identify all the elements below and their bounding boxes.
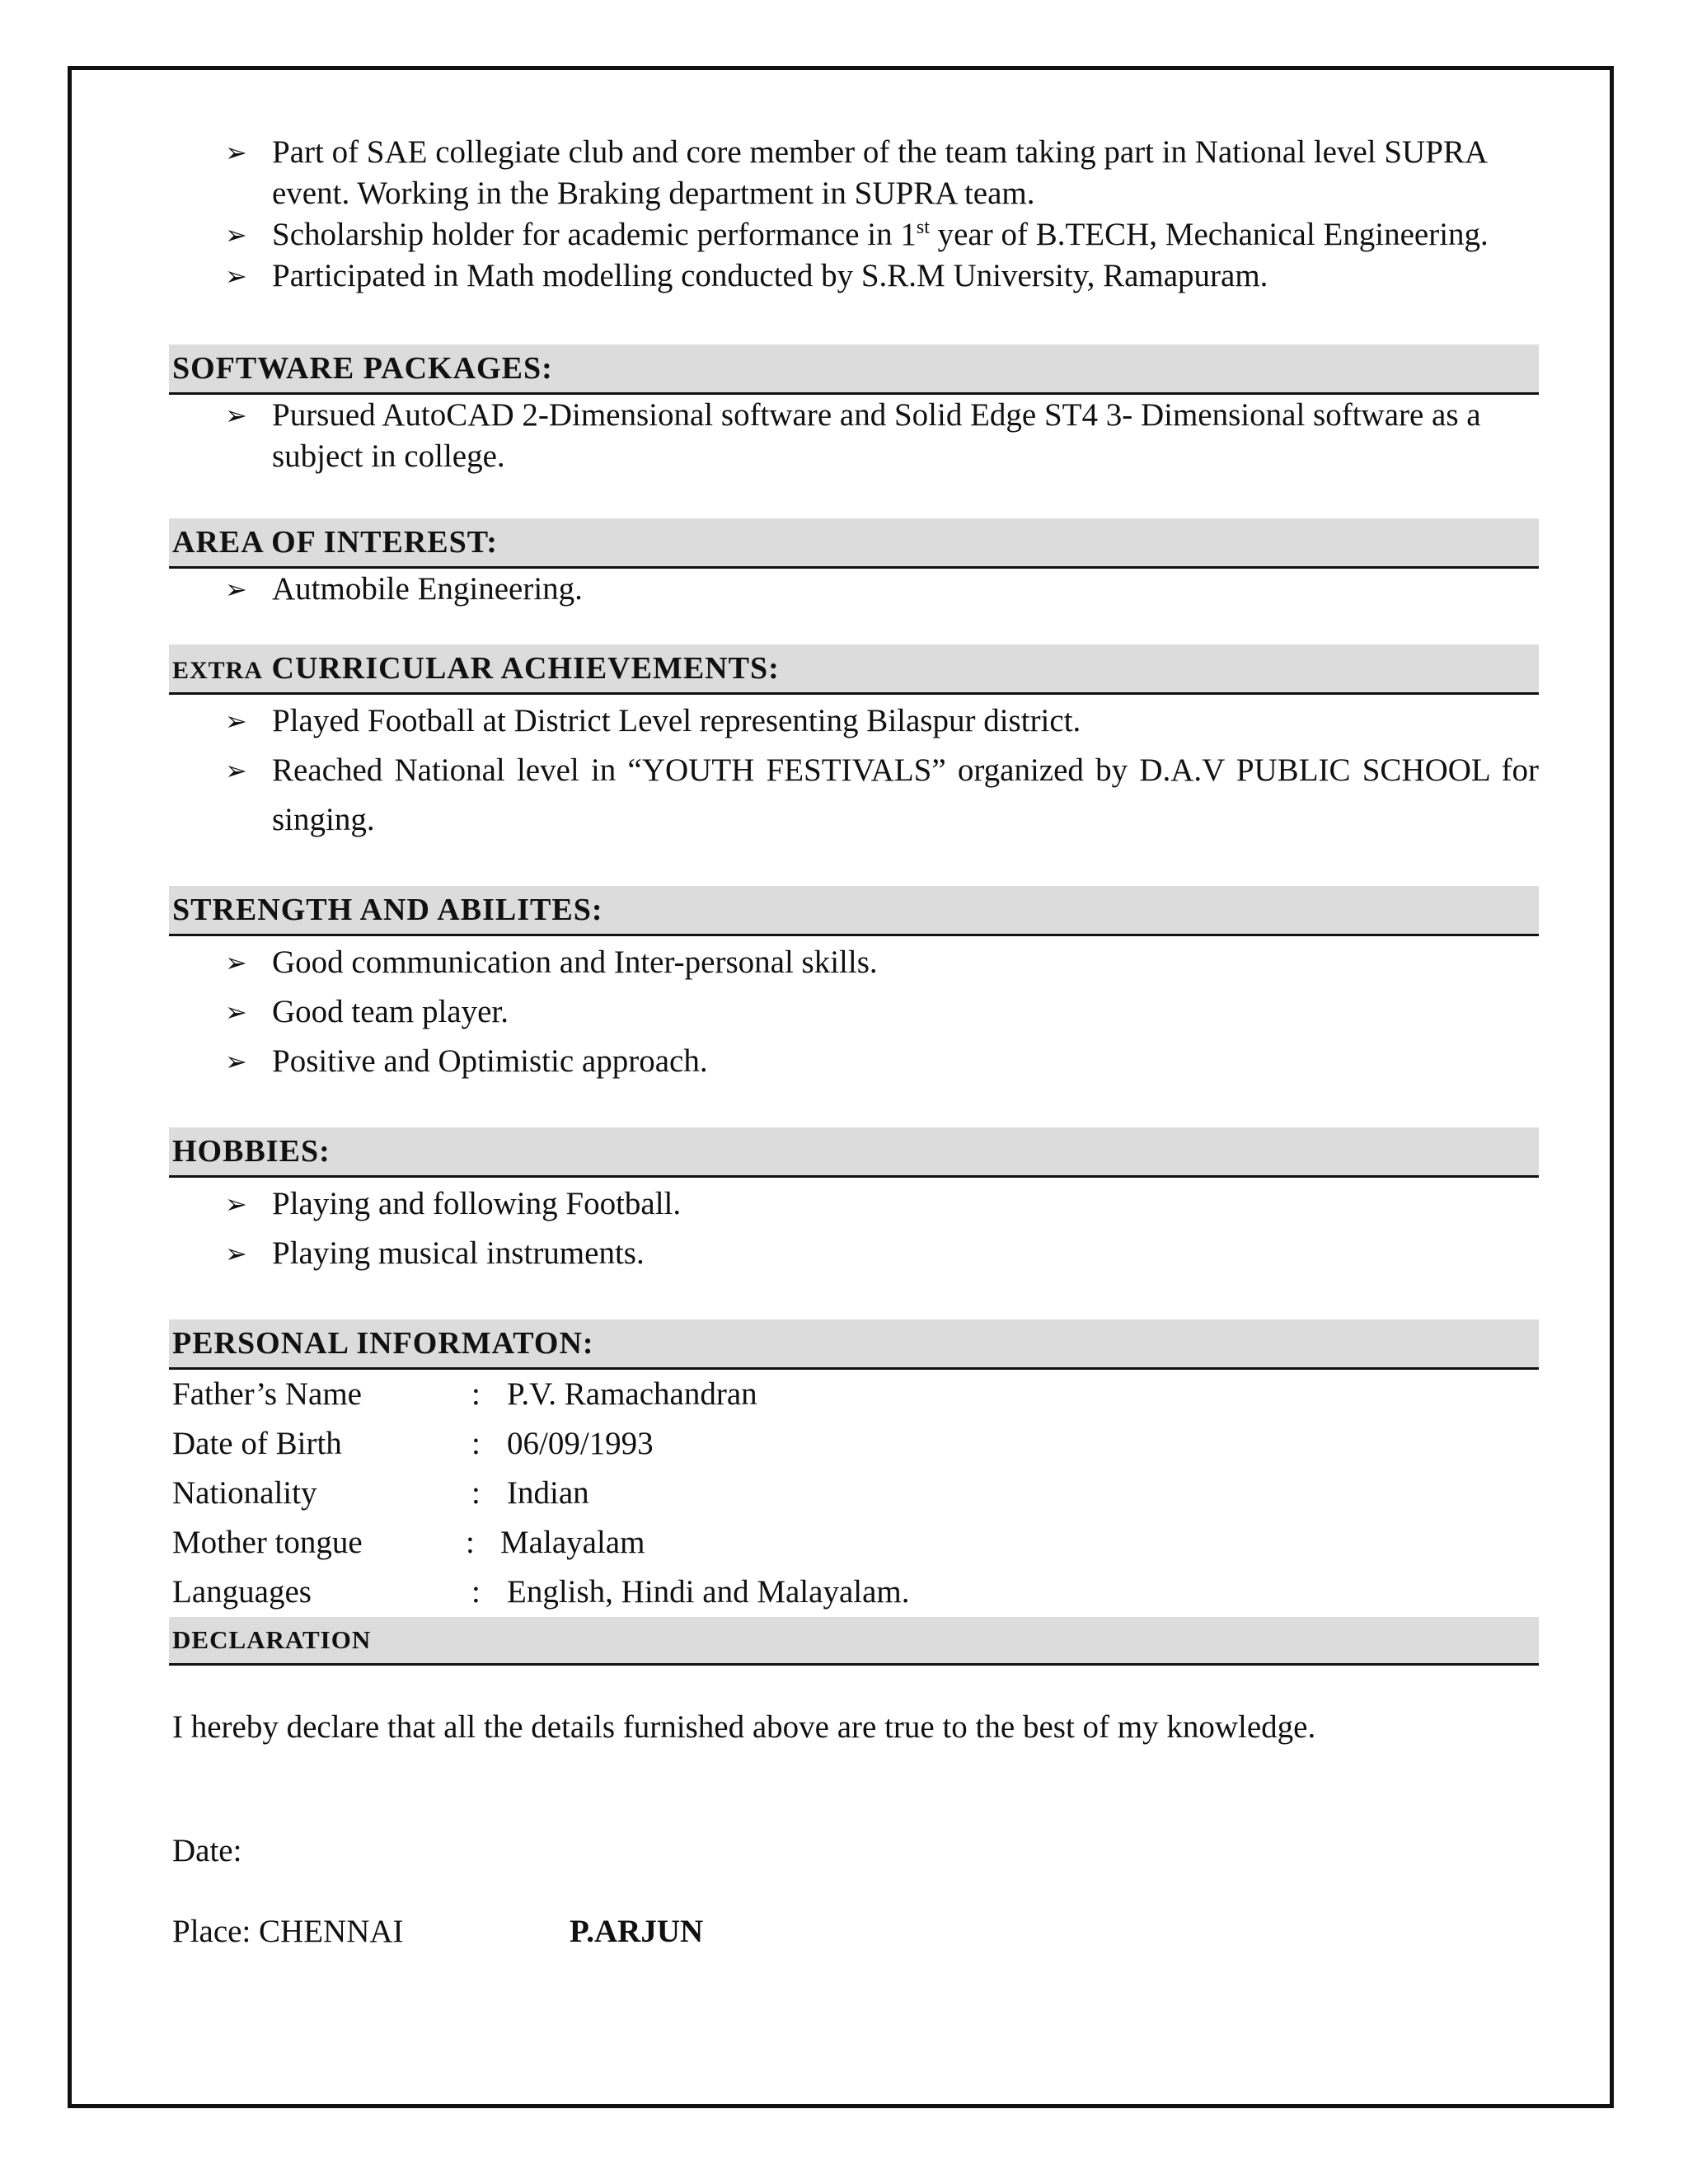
hobbies-list: [169, 1179, 1539, 1278]
section-heading-personal: PERSONAL INFORMATON:: [169, 1319, 1539, 1370]
table-row: Languages : English, Hindi and Malayalam.: [169, 1568, 1539, 1617]
info-value: Malayalam: [500, 1525, 645, 1560]
section-heading-hobbies: HOBBIES:: [169, 1127, 1539, 1178]
info-label: Nationality: [172, 1475, 317, 1511]
arrow-bullet-icon: ➢: [225, 137, 247, 168]
info-label: Mother tongue: [172, 1525, 363, 1560]
arrow-bullet-icon: ➢: [225, 400, 247, 431]
arrow-bullet-icon: ➢: [225, 996, 247, 1028]
strength-list: [169, 938, 1539, 1086]
list-item: ➢ Good communication and Inter-personal skills.: [169, 938, 1539, 987]
table-row: Mother tongue : Malayalam: [169, 1518, 1539, 1568]
list-item: ➢ Autmobile Engineering.: [169, 569, 1539, 610]
list-item: ➢ Participated in Math modelling conducted by S.R.M University, Ramapuram.: [169, 255, 1539, 297]
software-list: [169, 395, 1539, 477]
section-heading-interest: AREA OF INTEREST:: [169, 518, 1539, 569]
extra-curricular-list: [169, 696, 1539, 845]
arrow-bullet-icon: ➢: [225, 947, 247, 978]
info-value: Indian: [507, 1475, 589, 1511]
signature-line: [169, 1911, 1539, 1952]
arrow-bullet-icon: ➢: [225, 574, 247, 605]
list-item: ➢ Played Football at District Level representing Bilaspur district.: [169, 696, 1539, 746]
arrow-bullet-icon: ➢: [225, 1238, 247, 1269]
top-bullet-list: [169, 132, 1539, 297]
arrow-bullet-icon: ➢: [225, 755, 247, 786]
declaration-text: I hereby declare that all the details furnished above are true to the best of my knowledge.: [172, 1709, 1316, 1745]
list-item: ➢ Playing and following Football.: [169, 1179, 1539, 1229]
arrow-bullet-icon: ➢: [225, 260, 247, 292]
signature-name: P.ARJUN: [570, 1914, 704, 1949]
interest-list: [169, 569, 1539, 610]
arrow-bullet-icon: ➢: [225, 1188, 247, 1220]
info-label: Father’s Name: [172, 1376, 362, 1412]
info-label: Date of Birth: [172, 1426, 342, 1461]
section-heading-extra-curricular: EXTRA CURRICULAR ACHIEVEMENTS:: [169, 644, 1539, 695]
list-item: ➢ Playing musical instruments.: [169, 1229, 1539, 1278]
section-heading-software: SOFTWARE PACKAGES:: [169, 344, 1539, 395]
personal-info-table: [169, 1370, 1539, 1617]
list-item: ➢ Reached National level in “YOUTH FESTIVALS” organized by D.A.V PUBLIC SCHOOL for singing.: [169, 746, 1539, 845]
section-heading-strength: STRENGTH AND ABILITES:: [169, 886, 1539, 936]
info-value: 06/09/1993: [507, 1426, 654, 1461]
info-label: Languages: [172, 1574, 312, 1610]
list-item: ➢ Part of SAE collegiate club and core member of the team taking part in National level SUPRA event. Working in the Braking department in SUPRA team.: [169, 132, 1539, 214]
arrow-bullet-icon: ➢: [225, 705, 247, 737]
place-label: Place: CHENNAI: [172, 1914, 404, 1949]
info-value: P.V. Ramachandran: [507, 1376, 757, 1412]
list-item: ➢ Scholarship holder for academic performance in 1st year of B.TECH, Mechanical Engineering.: [169, 214, 1539, 255]
section-heading-declaration: DECLARATION: [169, 1617, 1539, 1666]
list-item: ➢ Pursued AutoCAD 2-Dimensional software and Solid Edge ST4 3- Dimensional software as a subject in college.: [169, 395, 1539, 477]
list-item: ➢ Good team player.: [169, 987, 1539, 1037]
table-row: Date of Birth : 06/09/1993: [169, 1419, 1539, 1469]
date-label: Date:: [172, 1833, 242, 1868]
table-row: Nationality : Indian: [169, 1469, 1539, 1518]
list-item: ➢ Positive and Optimistic approach.: [169, 1037, 1539, 1086]
info-value: English, Hindi and Malayalam.: [507, 1574, 910, 1610]
arrow-bullet-icon: ➢: [225, 219, 247, 251]
arrow-bullet-icon: ➢: [225, 1046, 247, 1077]
resume-page: [169, 132, 1539, 1952]
table-row: Father’s Name : P.V. Ramachandran: [169, 1370, 1539, 1419]
